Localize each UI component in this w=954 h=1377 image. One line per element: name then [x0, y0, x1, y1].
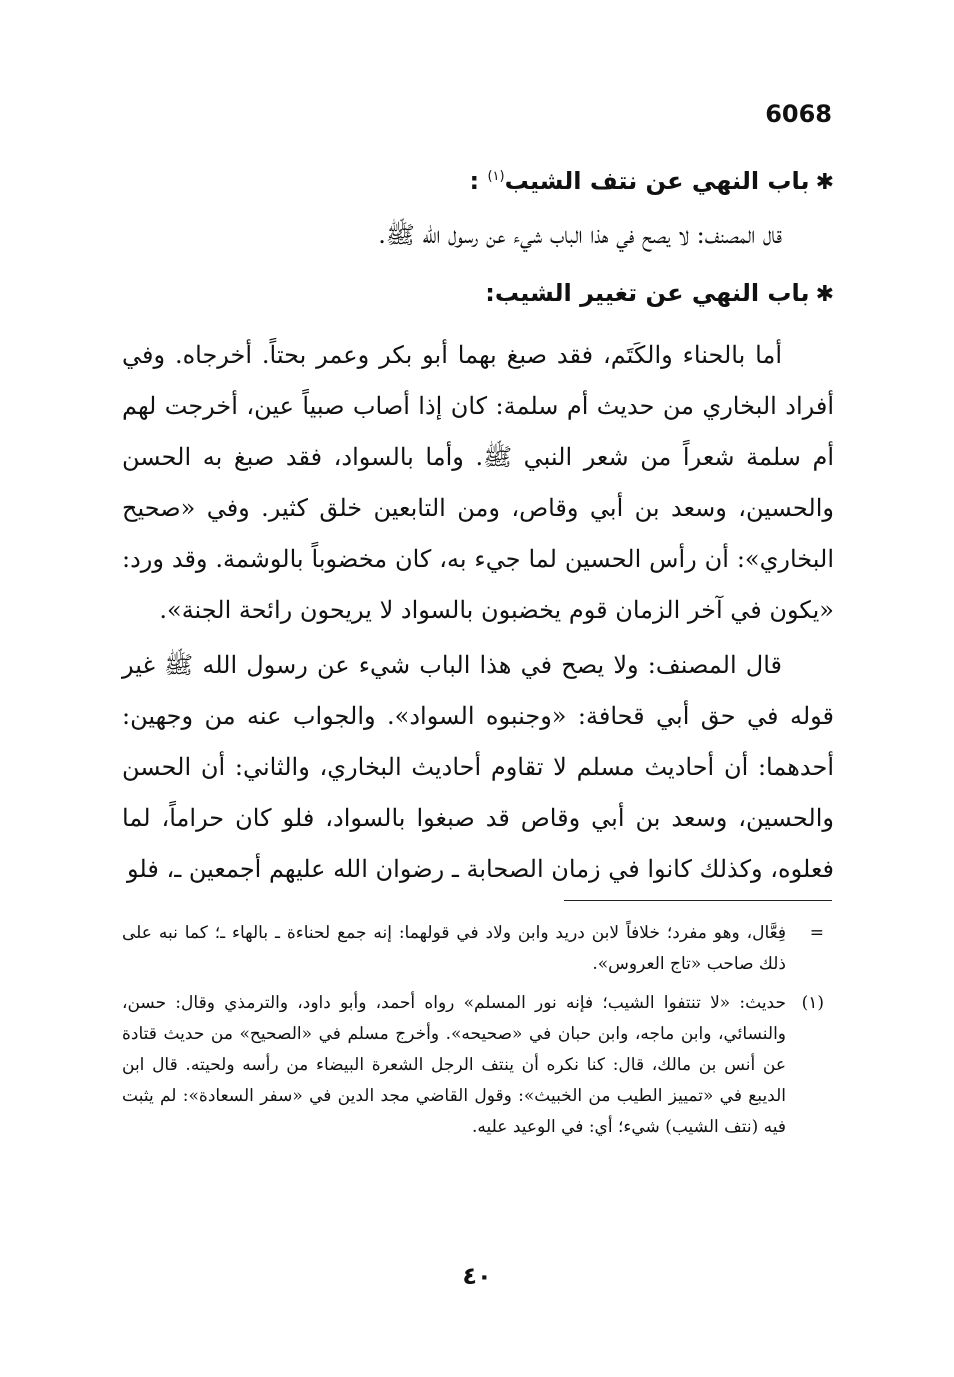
heading-text: باب النهي عن نتف الشيب: [504, 167, 810, 195]
main-text: [122, 148, 834, 895]
section-heading-changing-gray-hair: [122, 264, 834, 322]
footnote-text: فِعَّال، وهو مفرد؛ خلافاً لابن دريد وابن ولاد في قولهما: إنه جمع لحناءة ـ بالهاء ـ؛ كما نبه على ذلك صاحب «تاج العروس».: [122, 923, 786, 974]
footnote-reference: (١): [487, 169, 505, 184]
heading-text: باب النهي عن تغيير الشيب:: [485, 279, 810, 307]
footnote-1: [122, 988, 832, 1143]
section-heading-plucking-gray-hair: [122, 148, 834, 206]
footnote-marker: =: [809, 923, 824, 943]
footnote-text: حديث: «لا تنتفوا الشيب؛ فإنه نور المسلم» رواه أحمد، وأبو داود، والترمذي وقال: حسن، والنسائي، وابن ماجه، وابن حبان في «صحيحه». وأخرج مسلم في «الصحيح» من حديث قتادة عن أنس بن مالك، قال: كنا نكره أن ينتف الرجل الشعرة البيضاء من رأسه ولحيته. قال ابن الديبع في «تمييز الطيب من الخبيث»: وقول القاضي مجد الدين في «سفر السعادة»: لم يثبت فيه (نتف الشيب) شيء؛ أي: في الوعيد عليه.: [122, 993, 786, 1137]
footnote-marker: (١): [801, 993, 824, 1013]
author-statement-paragraph: قال المصنف: لا يصح في هذا الباب شيء عن رسول الله ﷺ.: [378, 221, 782, 249]
footnote-continued: [122, 918, 832, 980]
body-paragraph-henna: أما بالحناء والكَتَم، فقد صبغ بهما أبو بكر وعمر بحتاً. أخرجاه. وفي أفراد البخاري من حديث أم سلمة: كان إذا أصاب صبياً عين، أخرجت لهم أم سلمة شعراً من شعر النبي ﷺ. وأما بالسواد، فقد صبغ به الحسن والحسين، وسعد بن أبي وقاص، ومن التابعين خلق كثير. وفي «صحيح البخاري»: أن رأس الحسين لما جيء به، كان مخضوباً بالوشمة. وقد ورد: «يكون في آخر الزمان قوم يخضبون بالسواد لا يريحون رائحة الجنة».: [122, 341, 834, 624]
folio-number: ٤٠: [462, 1262, 492, 1290]
heading-colon: :: [469, 167, 480, 195]
star-bullet-icon: ✱: [815, 282, 834, 307]
body-paragraph-author-answer: قال المصنف: ولا يصح في هذا الباب شيء عن رسول الله ﷺ غير قوله في حق أبي قحافة: «وجنبوه السواد». والجواب عنه من وجهين: أحدهما: أن أحاديث مسلم لا تقاوم أحاديث البخاري، والثاني: أن الحسن والحسين، وسعد بن أبي وقاص قد صبغوا بالسواد، فلو كان حراماً، لما فعلوه، وكذلك كانوا في زمان الصحابة ـ رضوان الله عليهم أجمعين ـ، فلو: [122, 651, 834, 883]
star-bullet-icon: ✱: [815, 170, 834, 195]
footnote-separator: [564, 900, 832, 901]
footnotes: [122, 918, 832, 1151]
page-number: 6068: [765, 100, 832, 128]
